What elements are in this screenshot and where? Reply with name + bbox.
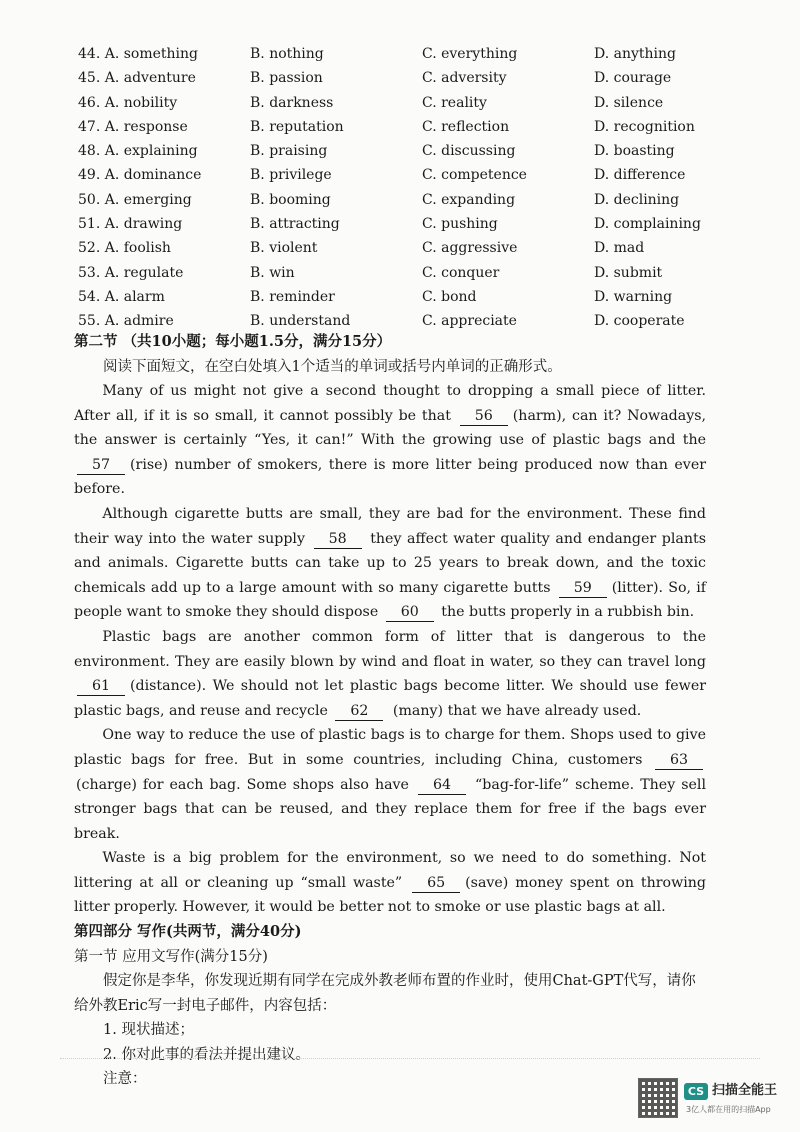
blank-61[interactable]: 61: [77, 677, 125, 696]
option-c: C. reflection: [422, 118, 510, 135]
page-divider: [60, 1058, 760, 1059]
option-a: 51. A. drawing: [78, 216, 183, 233]
option-b: B. praising: [250, 143, 328, 160]
option-d: D. complaining: [594, 216, 701, 233]
option-a: 45. A. adventure: [78, 70, 196, 87]
passage-paragraph-2: [74, 502, 706, 625]
hint-57: (rise): [130, 456, 169, 473]
option-c: C. adversity: [422, 70, 507, 87]
option-b: B. reputation: [250, 118, 344, 135]
option-a: 55. A. admire: [78, 313, 174, 330]
text: they affect water quality and endanger plants and animals. Cigarette butts can take up to 25 years to break down, and the toxic chemicals add up to a large amount with so many cigarette butts: [74, 530, 706, 596]
option-row: [78, 285, 718, 309]
option-b: B. darkness: [250, 94, 334, 111]
hint-62: (many): [392, 702, 444, 719]
option-c: C. reality: [422, 94, 487, 111]
option-d: D. silence: [594, 94, 664, 111]
hint-63: (charge): [76, 776, 137, 793]
content: [74, 330, 706, 1092]
option-row: [78, 91, 718, 115]
hint-61: (distance).: [130, 678, 207, 695]
option-d: D. submit: [594, 264, 663, 281]
option-d: D. warning: [594, 288, 673, 305]
option-a: 44. A. something: [78, 46, 198, 62]
option-d: D. boasting: [594, 143, 675, 160]
blank-60[interactable]: 60: [386, 603, 434, 622]
qr-code-icon: [638, 1078, 678, 1118]
blank-58[interactable]: 58: [314, 530, 362, 549]
text: , can it? Nowadays, the answer is certainly “Yes, it can!” With the growing use of plastic bags and the: [74, 407, 707, 449]
option-d: D. recognition: [594, 118, 695, 135]
option-c: C. appreciate: [422, 313, 517, 330]
passage-paragraph-3: [74, 625, 706, 723]
option-b: B. win: [250, 264, 295, 281]
passage-paragraph-5: [74, 846, 706, 920]
text: Plastic bags are another common form of litter that is dangerous to the environment. They are easily blown by wind and float in water, so they can travel long: [74, 628, 706, 670]
passage-paragraph-1: [74, 379, 706, 502]
watermark-subtitle: 3亿人都在用的扫描App: [686, 1105, 771, 1114]
option-c: C. aggressive: [422, 240, 518, 257]
option-b: B. nothing: [250, 46, 324, 62]
option-a: 48. A. explaining: [78, 143, 198, 160]
option-d: D. cooperate: [594, 313, 685, 330]
prompt-item-1: 1. 现状描述；: [103, 1022, 194, 1039]
option-a: 46. A. nobility: [78, 94, 178, 111]
writing-prompt: 假定你是李华，你发现近期有同学在完成外教老师布置的作业时，使用Chat-GPT代写，请你给外教Eric写一封电子邮件，内容包括：: [74, 973, 696, 1014]
option-b: B. passion: [250, 70, 323, 87]
option-a: 54. A. alarm: [78, 288, 165, 305]
blank-56[interactable]: 56: [460, 407, 508, 426]
camscanner-logo-icon: CS: [684, 1083, 708, 1100]
option-c: C. discussing: [422, 143, 516, 160]
option-b: B. understand: [250, 313, 351, 330]
option-c: C. pushing: [422, 216, 498, 233]
text: One way to reduce the use of plastic bags is to charge for them. Shops used to give plastic bags for free. But in some countries, including China, customers: [74, 727, 706, 768]
option-row: [78, 42, 718, 66]
text: Waste is a big problem for the environment, so we need to do something. Not littering at all or cleaning up “small waste”: [74, 850, 706, 891]
text: “bag-for-life” scheme. They sell stronger bags that can be reused, and they replace them for free if the bags ever break.: [74, 776, 706, 842]
text: money spent on throwing litter properly. However, it would be better not to smoke or use plastic bags at all.: [74, 874, 706, 916]
option-row: [78, 139, 718, 163]
option-d: D. difference: [594, 167, 686, 184]
option-d: D. courage: [594, 70, 672, 87]
part4-heading: 第四部分 写作(共两节，满分40分): [74, 923, 302, 941]
hint-56: (harm): [512, 407, 562, 424]
text: number of smokers, there is more litter being produced now than ever before.: [74, 456, 706, 498]
blank-64[interactable]: 64: [418, 776, 466, 795]
option-row: [78, 212, 718, 236]
text: Many of us might not give a second thought to dropping a small piece of litter. After all, if it is so small, it cannot possibly be that: [74, 383, 706, 424]
option-d: D. declining: [594, 191, 680, 208]
option-a: 47. A. response: [78, 118, 188, 135]
option-c: C. everything: [422, 46, 518, 62]
option-c: C. bond: [422, 288, 477, 305]
hint-59: (litter).: [611, 579, 664, 596]
part4-section1-heading: 第一节 应用文写作(满分15分): [74, 948, 268, 965]
section2-heading: 第二节 （共10小题；每小题1.5分，满分15分）: [74, 333, 392, 350]
blank-57[interactable]: 57: [77, 456, 125, 475]
blank-65[interactable]: 65: [412, 874, 460, 893]
option-d: D. mad: [594, 240, 645, 257]
blank-59[interactable]: 59: [559, 579, 607, 598]
option-c: C. conquer: [422, 264, 500, 281]
text: We should not let plastic bags become litter. We should use fewer plastic bags, and reuse and recycle: [74, 678, 706, 719]
option-row: [78, 188, 718, 212]
text: Although cigarette butts are small, they are bad for the environment. These find their way into the water supply: [74, 505, 706, 547]
option-d: D. anything: [594, 46, 676, 62]
option-a: 52. A. foolish: [78, 240, 171, 257]
option-b: B. reminder: [250, 288, 335, 305]
option-a: 49. A. dominance: [78, 167, 202, 184]
text: the butts properly in a rubbish bin.: [441, 604, 695, 621]
hint-65: (save): [465, 874, 509, 891]
text: that we have already used.: [447, 702, 642, 719]
passage-paragraph-4: [74, 723, 706, 846]
option-b: B. booming: [250, 191, 331, 208]
option-row: [78, 261, 718, 285]
watermark-title: 扫描全能王: [712, 1083, 778, 1098]
scanner-watermark: [638, 1078, 788, 1118]
text: for each bag. Some shops also have: [142, 776, 409, 793]
option-c: C. expanding: [422, 191, 516, 208]
option-row: [78, 163, 718, 187]
option-row: [78, 66, 718, 90]
blank-62[interactable]: 62: [335, 702, 383, 721]
option-c: C. competence: [422, 167, 527, 184]
option-row: [78, 115, 718, 139]
section2-instruction: 阅读下面短文，在空白处填入1个适当的单词或括号内单词的正确形式。: [103, 358, 562, 375]
option-a: 50. A. emerging: [78, 191, 192, 208]
option-b: B. violent: [250, 240, 318, 257]
text: So, if people want to smoke they should dispose: [74, 579, 707, 621]
prompt-item-2: 2. 你对此事的看法并提出建议。: [103, 1046, 310, 1063]
option-a: 53. A. regulate: [78, 264, 184, 281]
prompt-note: 注意：: [103, 1071, 147, 1088]
options-table: [78, 42, 718, 334]
blank-63[interactable]: 63: [655, 751, 703, 770]
option-row: [78, 236, 718, 260]
option-b: B. privilege: [250, 167, 332, 184]
option-b: B. attracting: [250, 216, 340, 233]
